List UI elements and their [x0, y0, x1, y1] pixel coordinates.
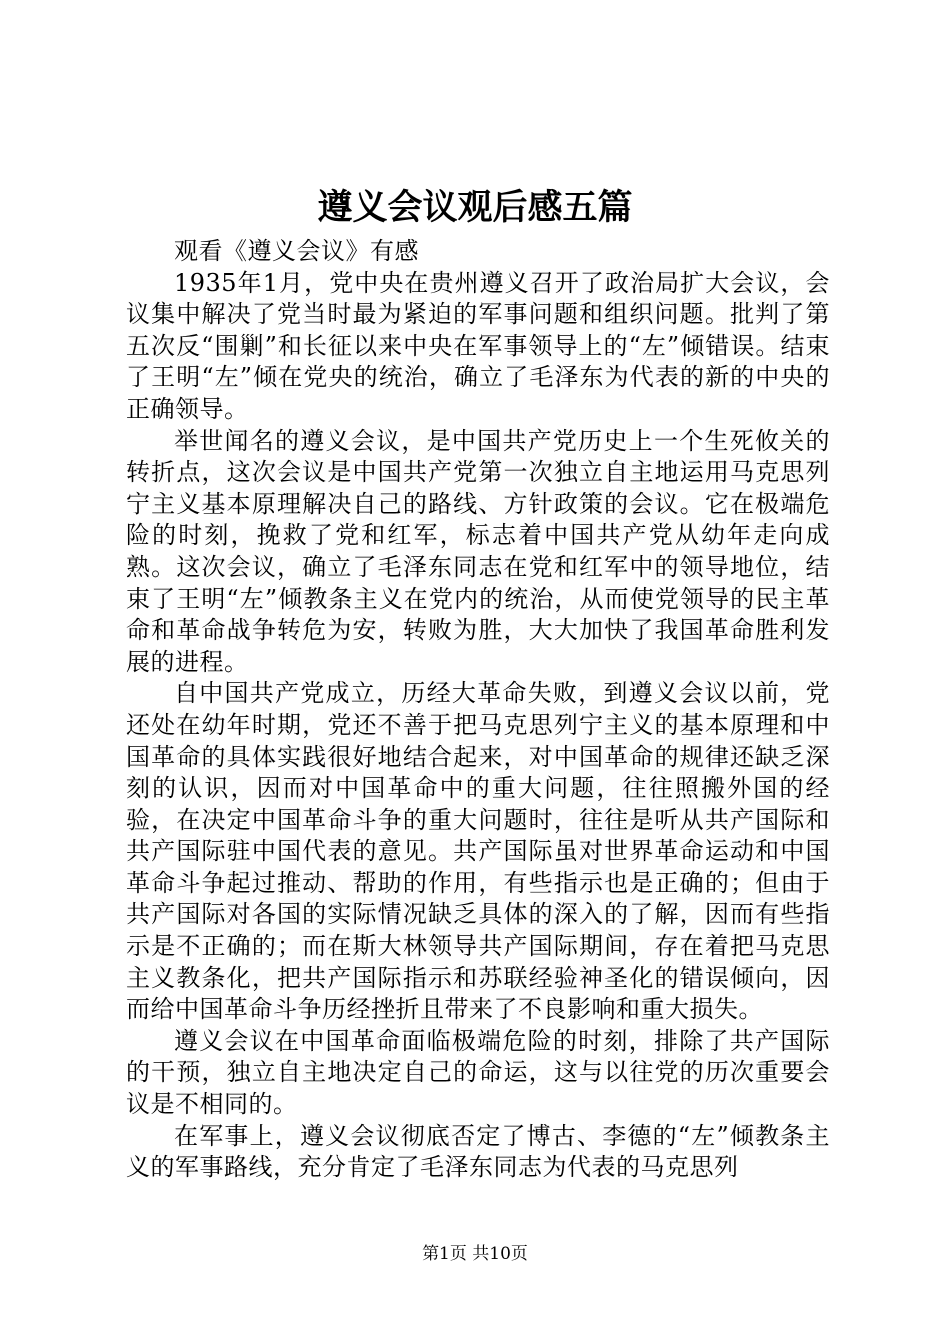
document-body [126, 236, 830, 1184]
paragraph: 遵义会议在中国革命面临极端危险的时刻，排除了共产国际的干预，独立自主地决定自己的命运，这与以往党的历次重要会议是不相同的。 [126, 1026, 830, 1119]
paragraph: 1935年1月，党中央在贵州遵义召开了政治局扩大会议，会议集中解决了党当时最为紧迫的军事问题和组织问题。批判了第五次反“围剿”和长征以来中央在军事领导上的“左”倾错误。结束了王明“左”倾在党央的统治，确立了毛泽东为代表的新的中央的正确领导。 [126, 268, 830, 423]
paragraph: 自中国共产党成立，历经大革命失败，到遵义会议以前，党还处在幼年时期，党还不善于把马克思列宁主义的基本原理和中国革命的具体实践很好地结合起来，对中国革命的规律还缺乏深刻的认识，因而对中国革命中的重大问题，往往照搬外国的经验，在决定中国革命斗争的重大问题时，往往是听从共产国际和共产国际驻中国代表的意见。共产国际虽对世界革命运动和中国革命斗争起过推动、帮助的作用，有些指示也是正确的；但由于共产国际对各国的实际情况缺乏具体的深入的了解，因而有些指示是不正确的；而在斯大林领导共产国际期间，存在着把马克思主义教条化，把共产国际指示和苏联经验神圣化的错误倾向，因而给中国革命斗争历经挫折且带来了不良影响和重大损失。 [126, 679, 830, 1024]
page-footer: 第1页 共10页 [422, 1244, 528, 1264]
paragraph: 在军事上，遵义会议彻底否定了博古、李德的“左”倾教条主义的军事路线，充分肯定了毛泽东同志为代表的马克思列 [126, 1121, 830, 1182]
document-title: 遵义会议观后感五篇 [317, 187, 633, 228]
paragraph-subtitle: 观看《遵义会议》有感 [174, 237, 419, 265]
paragraph: 举世闻名的遵义会议，是中国共产党历史上一个生死攸关的转折点，这次会议是中国共产党第一次独立自主地运用马克思列宁主义基本原理解决自己的路线、方针政策的会议。它在极端危险的时刻，挽救了党和红军，标志着中国共产党从幼年走向成熟。这次会议，确立了毛泽东同志在党和红军中的领导地位，结束了王明“左”倾教条主义在党内的统治，从而使党领导的民主革命和革命战争转危为安，转败为胜，大大加快了我国革命胜利发展的进程。 [126, 426, 830, 676]
